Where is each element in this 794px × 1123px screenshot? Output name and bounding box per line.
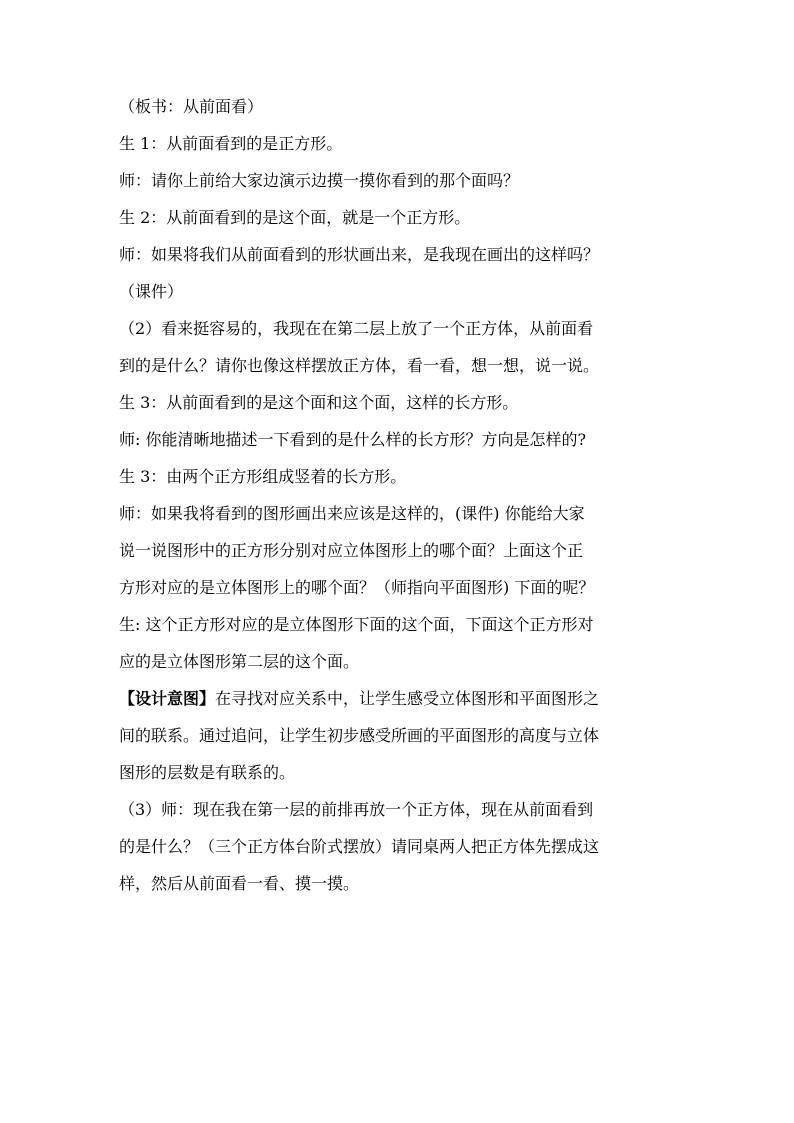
design-intent-line <box>119 689 694 709</box>
text-line: （板书：从前面看） <box>119 97 264 116</box>
text-line: 应的是立体图形第二层的这个面。 <box>119 652 360 671</box>
text-line: 样，然后从前面看一看、摸一摸。 <box>119 874 360 893</box>
design-intent-text: 在寻找对应关系中，让学生感受立体图形和平面图形之 <box>215 689 600 708</box>
text-line: 生 2：从前面看到的是这个面，就是一个正方形。 <box>119 208 471 227</box>
text-line: （3）师：现在我在第一层的前排再放一个正方体，现在从前面看到 <box>119 800 594 819</box>
text-line: 方形对应的是立体图形上的哪个面？（师指向平面图形) 下面的呢？ <box>119 578 595 597</box>
text-line: 师：请你上前给大家边演示边摸一摸你看到的那个面吗？ <box>119 171 520 190</box>
text-line: 的是什么？（三个正方体台阶式摆放）请同桌两人把正方体先摆成这 <box>119 837 600 856</box>
text-line: （2）看来挺容易的，我现在在第二层上放了一个正方体，从前面看 <box>119 319 594 338</box>
text-line: 到的是什么？请你也像这样摆放正方体，看一看，想一想，说一说。 <box>119 356 600 375</box>
text-line: 师: 你能清晰地描述一下看到的是什么样的长方形？方向是怎样的? <box>119 430 587 449</box>
text-line: （课件） <box>119 282 184 301</box>
text-line: 生: 这个正方形对应的是立体图形下面的这个面，下面这个正方形对 <box>119 615 594 634</box>
text-line: 师：如果我将看到的图形画出来应该是这样的，(课件) 你能给大家 <box>119 504 585 523</box>
text-line: 说一说图形中的正方形分别对应立体图形上的哪个面？上面这个正 <box>119 541 584 560</box>
text-line: 生 3：由两个正方形组成竖着的长方形。 <box>119 467 407 486</box>
text-line: 师：如果将我们从前面看到的形状画出来，是我现在画出的这样吗？ <box>119 245 600 264</box>
document-body <box>119 97 694 911</box>
text-line: 生 1：从前面看到的是正方形。 <box>119 134 343 153</box>
text-line: 图形的层数是有联系的。 <box>119 763 296 782</box>
text-line: 生 3：从前面看到的是这个面和这个面，这样的长方形。 <box>119 393 519 412</box>
design-intent-tag: 【设计意图】 <box>119 689 216 708</box>
text-line: 间的联系。通过追问，让学生初步感受所画的平面图形的高度与立体 <box>119 726 600 745</box>
